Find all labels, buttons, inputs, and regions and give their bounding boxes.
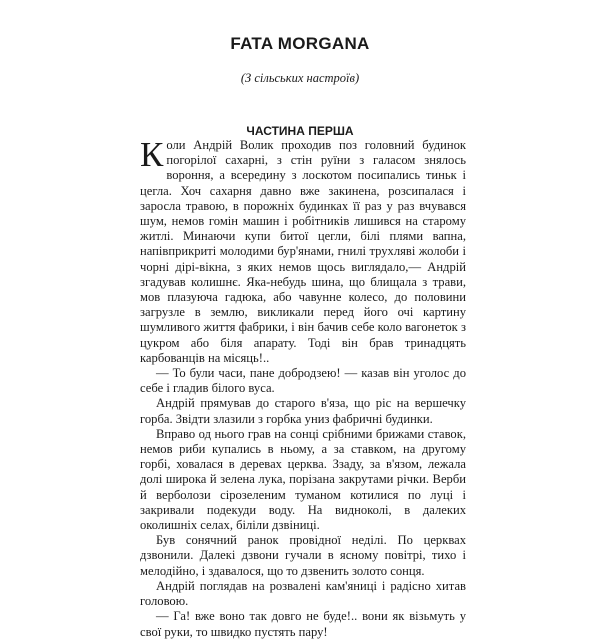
drop-cap: К — [140, 135, 164, 174]
paragraph: — То були часи, пане добродзею! — казав він уголос до себе і гладив білого вуса. — [140, 366, 466, 396]
paragraph: Вправо од нього грав на сонці срібними брижами ставок, немов риби купались в ньому, а за ставком, на другому горбі, ховалася в деревах церква. Ззаду, за в'язом, лежала долі широка й зелена лука, порізана закрутами річки. Верби й верболози сірозеленим туманом котилися по луці і закривали подекуди воду. На видноколі, в далеких околишніх селах, біліли дзвіниці. — [140, 426, 466, 533]
paragraph: Андрій прямував до старого в'яза, що ріс на вершечку горба. Звідти злазили з горбка униз фабричні будинки. — [140, 396, 466, 426]
paragraph: Був сонячний ранок провідної неділі. По церквах дзвонили. Далекі дзвони гучали в ясному повітрі, тихо і мелодійно, і здавалося, що то дзвенить золото сонця. — [140, 533, 466, 578]
page-title: FATA MORGANA — [230, 34, 370, 53]
paragraph-text: оли Андрій Волик проходив поз головний будинок погорілої сахарні, з стін руїни з галасом знялось вороння, а всередину з лоскотом посипались тиньк і цегла. Хоч сахарня давно вже закинена, розсипалася і заросла травою, в порожніх будинках її раз у раз вчувався шум, немов гомін машин і робітників лишився на старому житлі. Минаючи купи битої цегли, білі плями вапна, напівприкриті молодими бур'янами, гнилі трухляві жолоби і чорні дірі-вікна, з яких немов щось виглядало,— Андрій згадував колишнє. Яка-небудь шина, що блищала з трави, мов плазуюча гадюка, або чавунне колесо, до половини загрузле в землю, викликали перед його очі картину шумливого життя фабрики, і він бачив себе коло вагонеток з цукром або біля апарату. Тоді він брав тринадцять карбованців на місяць!.. — [140, 138, 466, 365]
paragraph: Андрій поглядав на розвалені кам'яниці і радісно хитав головою. — [140, 578, 466, 609]
body-text — [140, 135, 466, 640]
part-heading: ЧАСТИНА ПЕРША — [246, 124, 354, 138]
paragraph: — Га! вже воно так довго не буде!.. вони як візьмуть у свої руки, то швидко пустять пару! — [140, 609, 466, 639]
page-subtitle: (З сільських настроїв) — [240, 71, 360, 85]
paragraph — [140, 135, 466, 366]
